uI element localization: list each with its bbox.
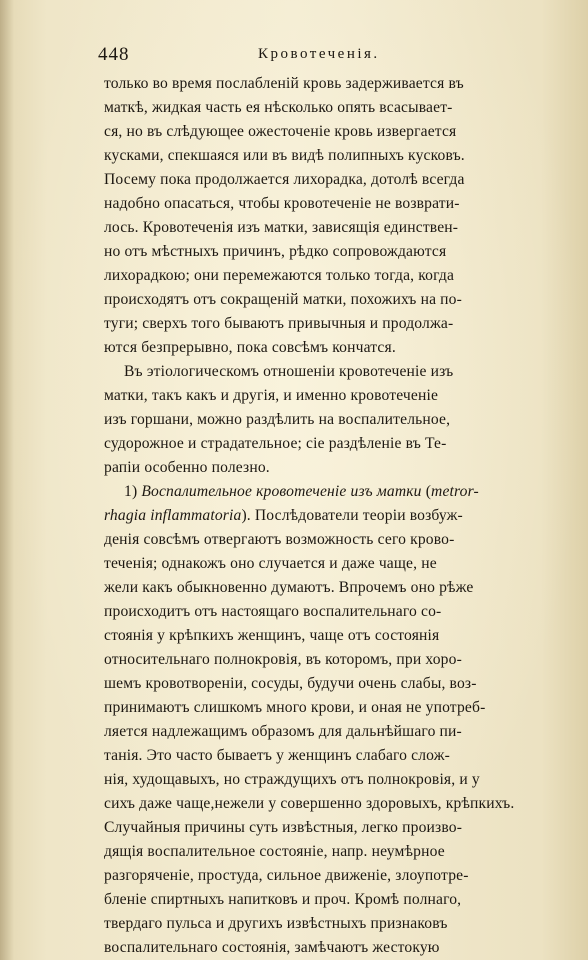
- text-line: относительнаго полнокровія, въ которомъ, при хоро-: [104, 651, 462, 668]
- text-line: происходитъ отъ настоящаго воспалительнаго со-: [104, 603, 442, 620]
- text-line: воспалительнаго состоянія, замѣчаютъ жестокую: [104, 939, 440, 956]
- text-line: Въ этіологическомъ отношеніи кровотеченіе изъ: [124, 363, 454, 380]
- text-line: шемъ кровотвореніи, сосуды, будучи очень слабы, воз-: [104, 675, 477, 692]
- text-line: ляется надлежащимъ образомъ для дальнѣйшаго пи-: [104, 723, 462, 740]
- text-line: теченія; однакожъ оно случается и даже чаще, не: [104, 555, 437, 572]
- text-line: стоянія у крѣпкихъ женщинъ, чаще отъ состоянія: [104, 627, 440, 644]
- text-line: лихорадкою; они перемежаются только тогда, когда: [104, 267, 455, 284]
- text-line: бленіе спиртныхъ напитковъ и проч. Кромѣ полнаго,: [104, 891, 462, 908]
- page-number: 448: [98, 44, 130, 65]
- latin-term-cont: rhagia inflammatoria: [104, 507, 242, 524]
- text-line: rhagia inflammatoria). Послѣдователи теоріи возбуж-: [104, 507, 463, 524]
- text-line: твердаго пульса и другихъ извѣстныхъ признаковъ: [104, 915, 448, 932]
- text-line: туги; сверхъ того бываютъ привычныя и продолжа-: [104, 315, 454, 332]
- text-line: лось. Кровотеченія изъ матки, зависящія единствен-: [104, 219, 459, 236]
- text-line: ся, но въ слѣдующее ожесточеніе кровь извергается: [104, 123, 457, 140]
- text-line: надобно опасаться, чтобы кровотеченіе не возврати-: [104, 195, 460, 212]
- text-line: жели какъ обыкновенно думаютъ. Впрочемъ оно рѣже: [104, 579, 474, 596]
- text-line: только во время послабленій кровь задерживается въ: [104, 75, 464, 92]
- text-line: маткѣ, жидкая часть ея нѣсколько опять всасывает-: [104, 99, 453, 116]
- text-line: принимаютъ слишкомъ много крови, и оная не употреб-: [104, 699, 486, 716]
- list-number: 1): [124, 483, 138, 500]
- text-line: 1) Воспалительное кровотеченіе изъ матки (metror-: [124, 483, 479, 500]
- text-line: судорожное и страдательное; сіе раздѣленіе въ Те-: [104, 435, 447, 452]
- text-line: матки, такъ какъ и другія, и именно кровотеченіе: [104, 387, 439, 404]
- section-heading: Воспалительное кровотеченіе изъ матки: [141, 483, 422, 500]
- text-line: Случайныя причины суть извѣстныя, легко произво-: [104, 819, 463, 836]
- text-line: дящія воспалительное состояніе, напр. неумѣрное: [104, 843, 445, 860]
- text-line: изъ горшани, можно раздѣлить на воспалительное,: [104, 411, 451, 428]
- text-line: Посему пока продолжается лихорадка, дотолѣ всегда: [104, 171, 465, 188]
- text-line: но отъ мѣстныхъ причинъ, рѣдко сопровождаются: [104, 243, 447, 260]
- running-title: Кровотеченія.: [258, 46, 380, 62]
- text-line: происходятъ отъ сокращеній матки, похожихъ на по-: [104, 291, 462, 308]
- text-line: кусками, спекшаяся или въ видѣ полипныхъ кусковъ.: [104, 147, 465, 164]
- latin-term: metror-: [431, 483, 479, 500]
- text-line: разгоряченіе, простуда, сильное движеніе, злоупотре-: [104, 867, 469, 884]
- text-line: сихъ даже чаще,нежели у совершенно здоровыхъ, крѣпкихъ.: [104, 795, 515, 812]
- text-line: рапіи особенно полезно.: [104, 459, 270, 476]
- text-line: денія совсѣмъ отвергаютъ возможность сего крово-: [104, 531, 455, 548]
- text-line: танія. Это часто бываетъ у женщинъ слабаго слож-: [104, 747, 450, 764]
- text-line: нія, худощавыхъ, но страждущихъ отъ полнокровія, и у: [104, 771, 480, 788]
- text-line: ются безпрерывно, пока совсѣмъ кончатся.: [104, 339, 396, 356]
